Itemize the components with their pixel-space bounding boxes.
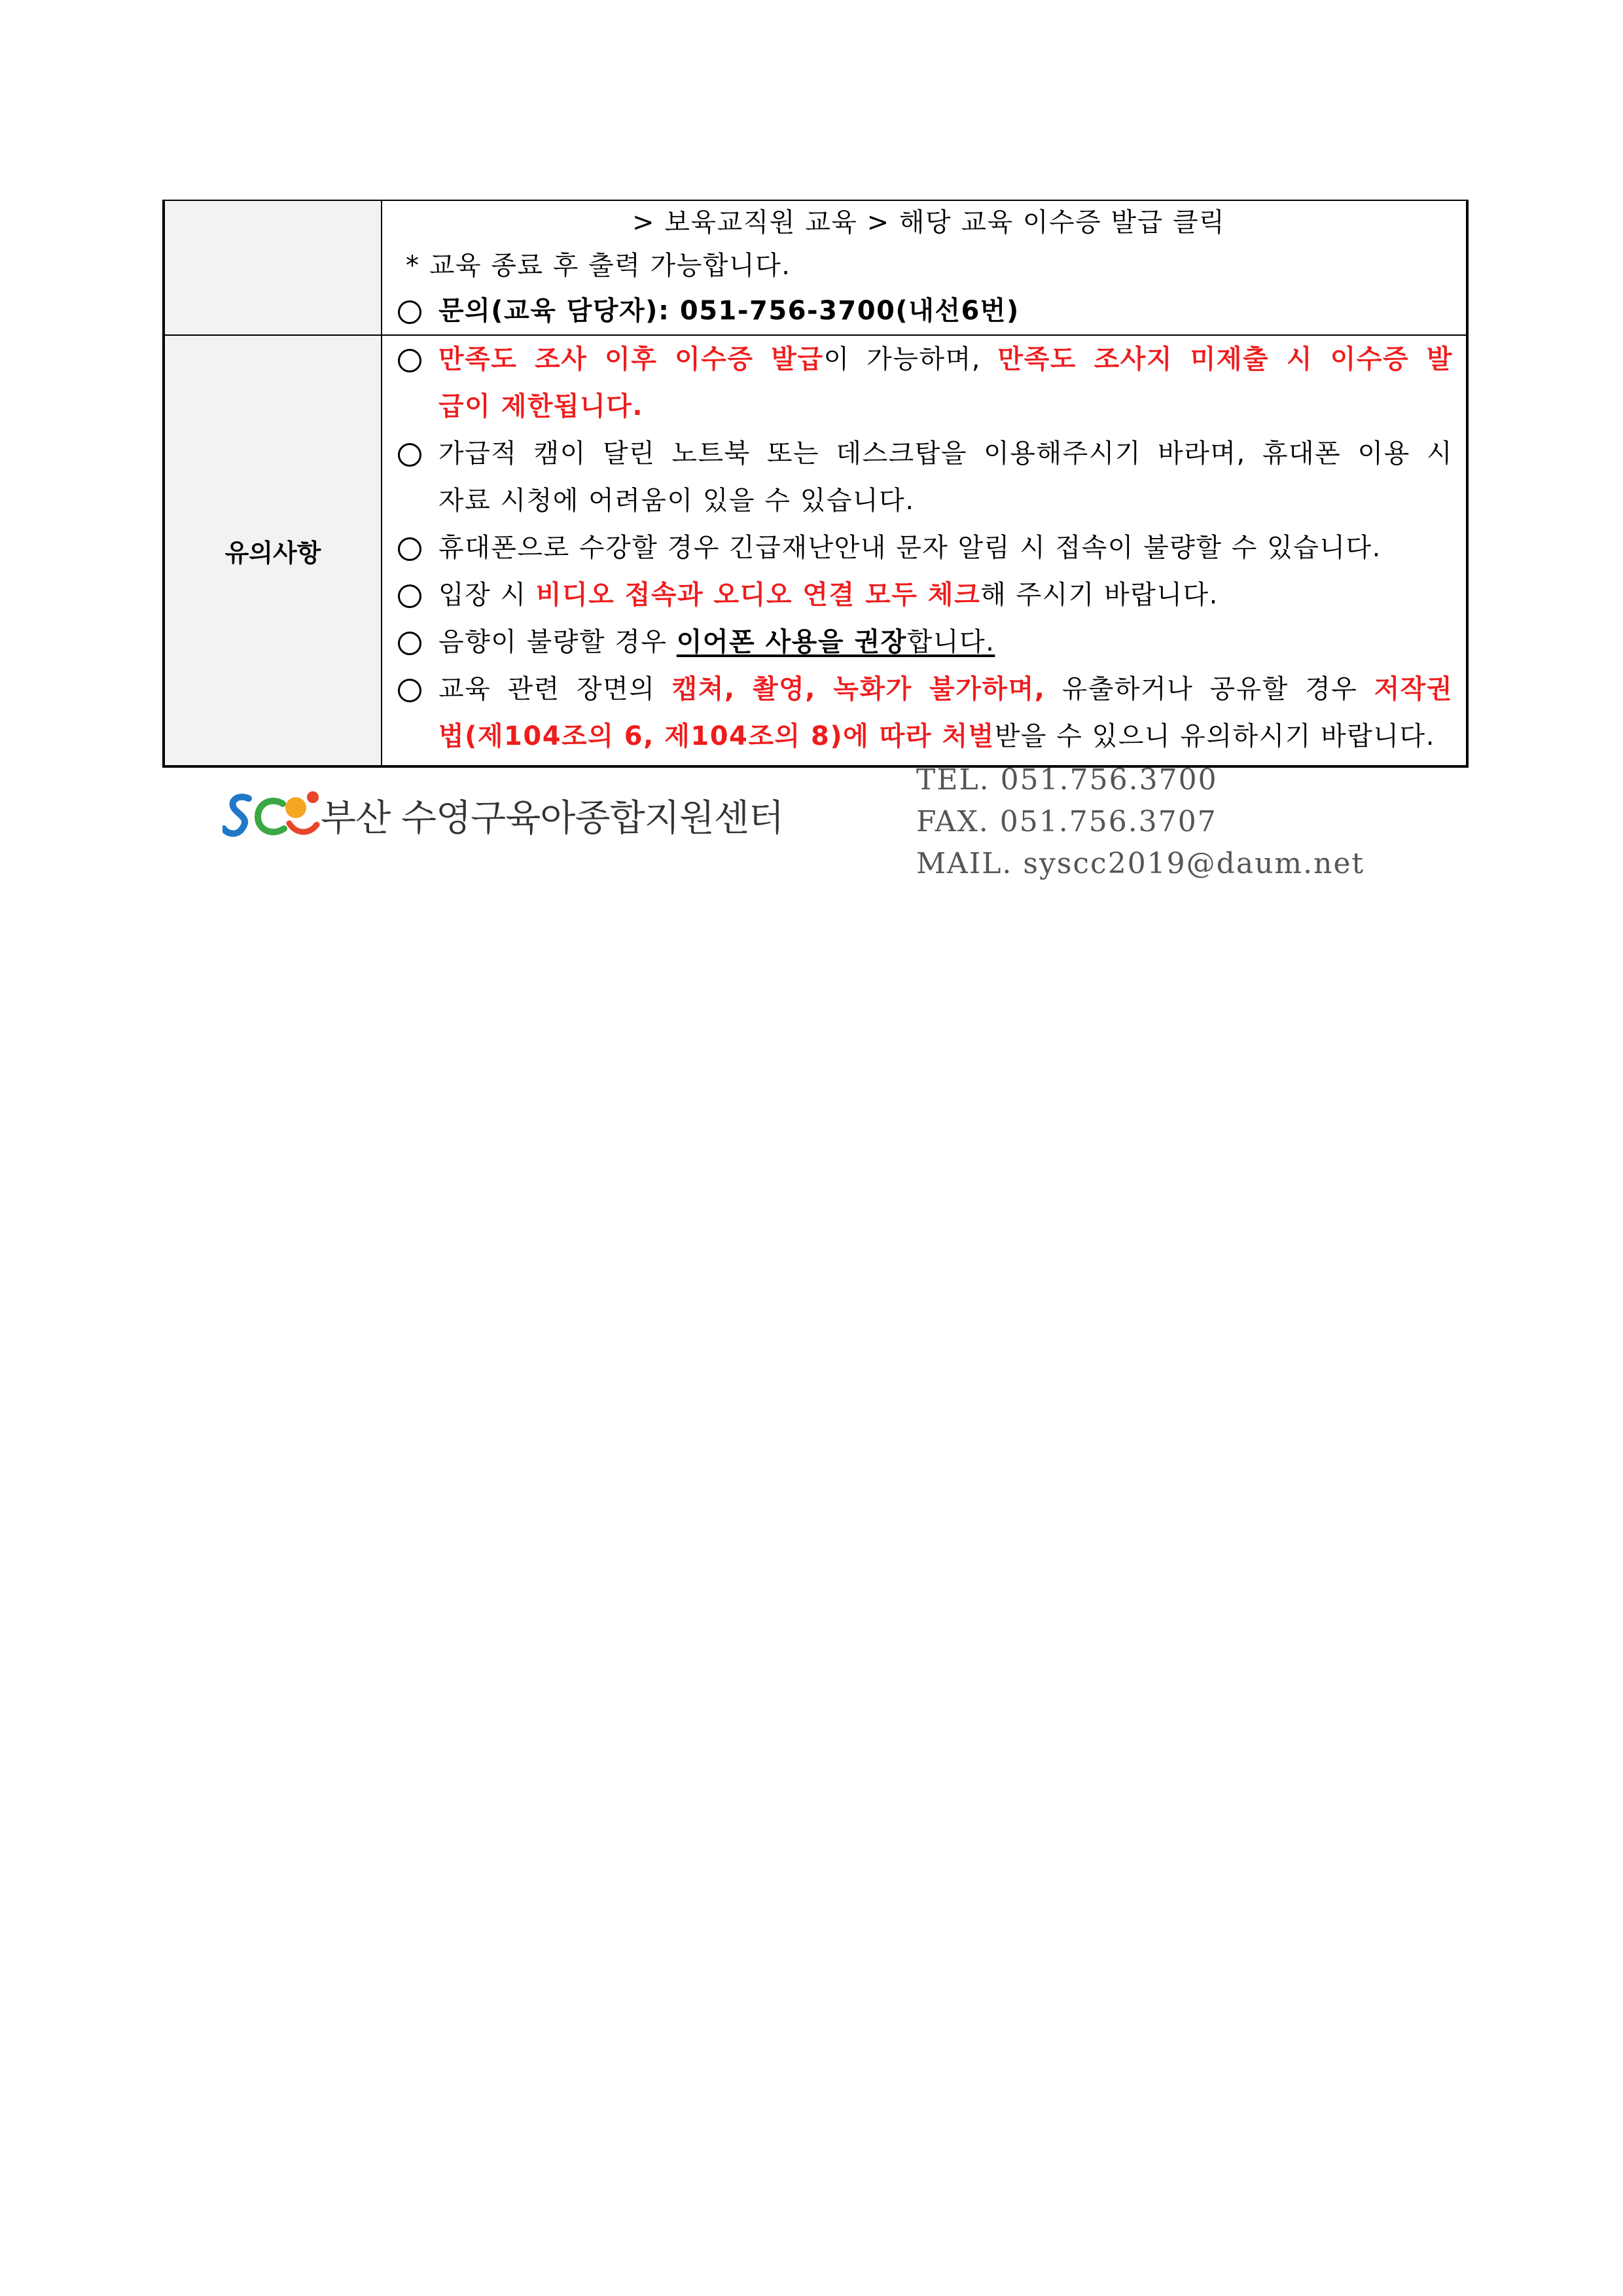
survey-restriction-text: 만족도 조사지 미제출 시 이수증 발	[997, 344, 1453, 374]
table-row	[164, 335, 1467, 766]
circle-bullet-icon	[398, 679, 421, 702]
precaution-item-6-continued	[397, 713, 1453, 760]
contact-info	[916, 759, 1364, 885]
video-audio-check-text: 비디오 접속과 오디오 연결 모두 체크	[535, 580, 981, 610]
empty-label-cell	[164, 200, 382, 335]
children-center-logo-icon	[223, 784, 327, 843]
plain-text: 합니다.	[906, 627, 995, 657]
recording-prohibited-text: 캡쳐, 촬영, 녹화가 불가하며,	[671, 674, 1046, 704]
plain-text: 교육 관련 장면의	[438, 674, 672, 704]
circle-bullet-icon	[398, 300, 421, 324]
circle-bullet-icon	[398, 443, 421, 467]
plain-text: 유출하거나 공유할 경우	[1045, 674, 1374, 704]
mail-text: MAIL. syscc2019@daum.net	[916, 847, 1365, 880]
circle-bullet-icon	[398, 537, 421, 561]
precautions-label: 유의사항	[164, 335, 382, 766]
inquiry-text: 문의(교육 담당자): 051-756-3700(내선6번)	[438, 296, 1020, 326]
precaution-item-3	[397, 524, 1453, 571]
circle-bullet-icon	[398, 349, 421, 372]
circle-bullet-icon	[398, 584, 421, 608]
organization-name: 부산 수영구육아종합지원센터	[321, 797, 784, 840]
device-recommendation-text: 가급적 캠이 달린 노트북 또는 데스크탑을 이용해주시기 바라며, 휴대폰 이용 시	[438, 439, 1453, 469]
device-recommendation-text-end: 자료 시청에 어려움이 있을 수 있습니다.	[438, 486, 915, 516]
precaution-item-1	[397, 336, 1453, 383]
precaution-item-5	[397, 619, 1453, 666]
precaution-item-1-continued	[397, 383, 1453, 430]
print-note-text: * 교육 종료 후 출력 가능합니다.	[406, 251, 791, 281]
certificate-info-cell	[382, 200, 1467, 335]
plain-text: 이 가능하며,	[823, 344, 998, 374]
copyright-text: 저작권	[1374, 674, 1453, 704]
tel-text: TEL. 051.756.3700	[916, 763, 1218, 797]
earphone-recommendation-text: 이어폰 사용을 권장	[676, 627, 907, 657]
notice-table	[162, 200, 1469, 768]
inquiry-item	[397, 287, 1459, 334]
circle-bullet-icon	[398, 632, 421, 655]
plain-text: 받을 수 있으니 유의하시기 바랍니다.	[994, 721, 1435, 751]
earphone-underlined-group	[677, 627, 995, 657]
plain-text: 해 주시기 바랍니다.	[980, 580, 1219, 610]
survey-restriction-text-end: 급이 제한됩니다.	[438, 391, 644, 422]
precaution-item-4	[397, 571, 1453, 619]
footer	[223, 759, 1466, 890]
mobile-alert-text: 휴대폰으로 수강할 경우 긴급재난안내 문자 알림 시 접속이 불량할 수 있습니다.	[438, 533, 1382, 563]
precaution-item-2-continued	[397, 477, 1453, 524]
certificate-path-text: > 보육교직원 교육 > 해당 교육 이수증 발급 클릭	[632, 207, 1226, 238]
plain-text: 음향이 불량할 경우	[438, 627, 677, 657]
fax-text: FAX. 051.756.3707	[916, 805, 1217, 838]
precaution-item-2	[397, 430, 1453, 477]
table-row	[164, 200, 1467, 335]
survey-certificate-text: 만족도 조사 이후 이수증 발급	[438, 344, 824, 374]
copyright-law-text: 법(제104조의 6, 제104조의 8)에 따라 처벌	[438, 721, 995, 751]
precaution-item-6	[397, 666, 1453, 713]
plain-text: 입장 시	[438, 580, 536, 610]
precautions-cell	[382, 335, 1467, 766]
